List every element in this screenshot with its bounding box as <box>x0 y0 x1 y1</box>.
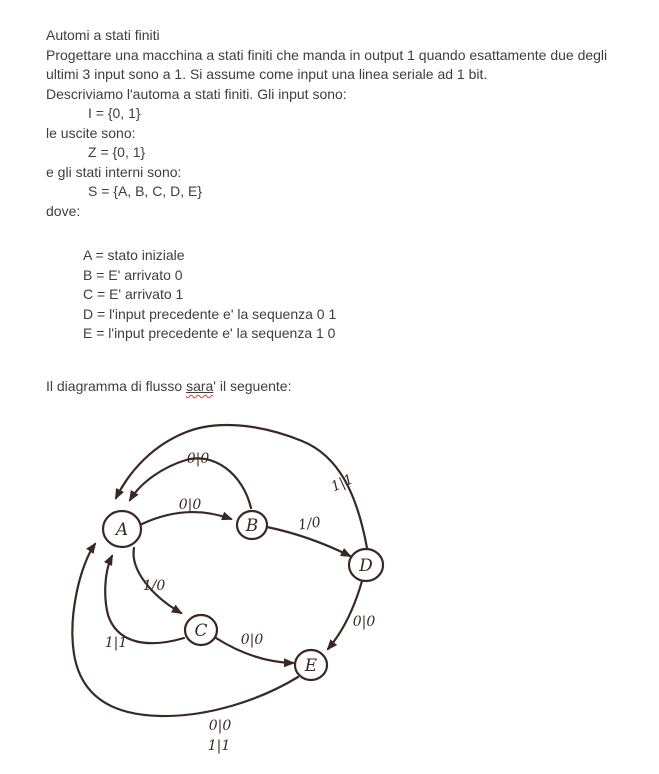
text-line: ultimi 3 input sono a 1. Si assume come input una linea seriale ad 1 bit. <box>46 66 488 82</box>
state-letter-E: E <box>304 656 318 676</box>
transition-edges <box>72 425 375 754</box>
flow-intro-pre: Il diagramma di flusso <box>46 378 187 394</box>
text-line: le uscite sono: <box>46 124 136 141</box>
text-line: e gli stati interni sono: <box>46 163 182 180</box>
flow-intro-line <box>46 377 291 397</box>
misspelled-word-text: sara <box>186 378 214 394</box>
state-definition-line: D = l'input precedente e' la sequenza 0 1 <box>83 305 337 322</box>
flow-intro-post: ' il seguente: <box>213 378 292 394</box>
text-line: Descriviamo l'automa a stati finiti. Gli input sono: <box>46 85 347 102</box>
text-line: Automi a stati finiti <box>46 27 160 43</box>
transition-label-E-A: 0|0 <box>208 718 232 734</box>
transition-label-A-B: 0|0 <box>178 497 202 513</box>
text-line: dove: <box>46 202 81 219</box>
transition-label-C-E: 0|0 <box>240 632 264 648</box>
state-letter-A: A <box>115 520 129 540</box>
state-definition-line: C = E' arrivato 1 <box>83 286 184 302</box>
transition-edge-A-B <box>142 512 231 524</box>
text-line: S = {A, B, C, D, E} <box>88 183 202 199</box>
state-diagram <box>0 405 659 774</box>
text-line: Progettare una macchina a stati finiti che manda in output 1 quando esattamente due degli <box>46 46 608 63</box>
text-line: Z = {0, 1} <box>88 144 146 160</box>
transition-label-A-C: 1/0 <box>142 578 166 594</box>
text-line: I = {0, 1} <box>88 105 141 121</box>
state-definition-line: A = stato iniziale <box>83 247 185 263</box>
state-nodes <box>103 511 383 680</box>
state-letter-D: D <box>359 556 373 576</box>
transition-label-C-A: 1|1 <box>104 635 128 651</box>
state-definitions-list <box>83 246 336 344</box>
transition-edge-C-A <box>105 556 184 643</box>
intro-paragraph <box>46 26 607 221</box>
transition-label-E-A: 1|1 <box>207 738 231 754</box>
state-letter-C: C <box>194 621 208 641</box>
transition-label-B-A: 0|0 <box>186 451 210 467</box>
transition-label-B-D: 1/0 <box>297 514 322 534</box>
misspelled-word <box>186 378 213 394</box>
transition-label-D-E: 0|0 <box>352 614 376 630</box>
transition-label-D-A: 1|1 <box>328 471 356 496</box>
state-letter-B: B <box>245 516 259 536</box>
state-definition-line: B = E' arrivato 0 <box>83 266 183 283</box>
state-definition-line: E = l'input precedente e' la sequenza 1 0 <box>83 325 336 341</box>
